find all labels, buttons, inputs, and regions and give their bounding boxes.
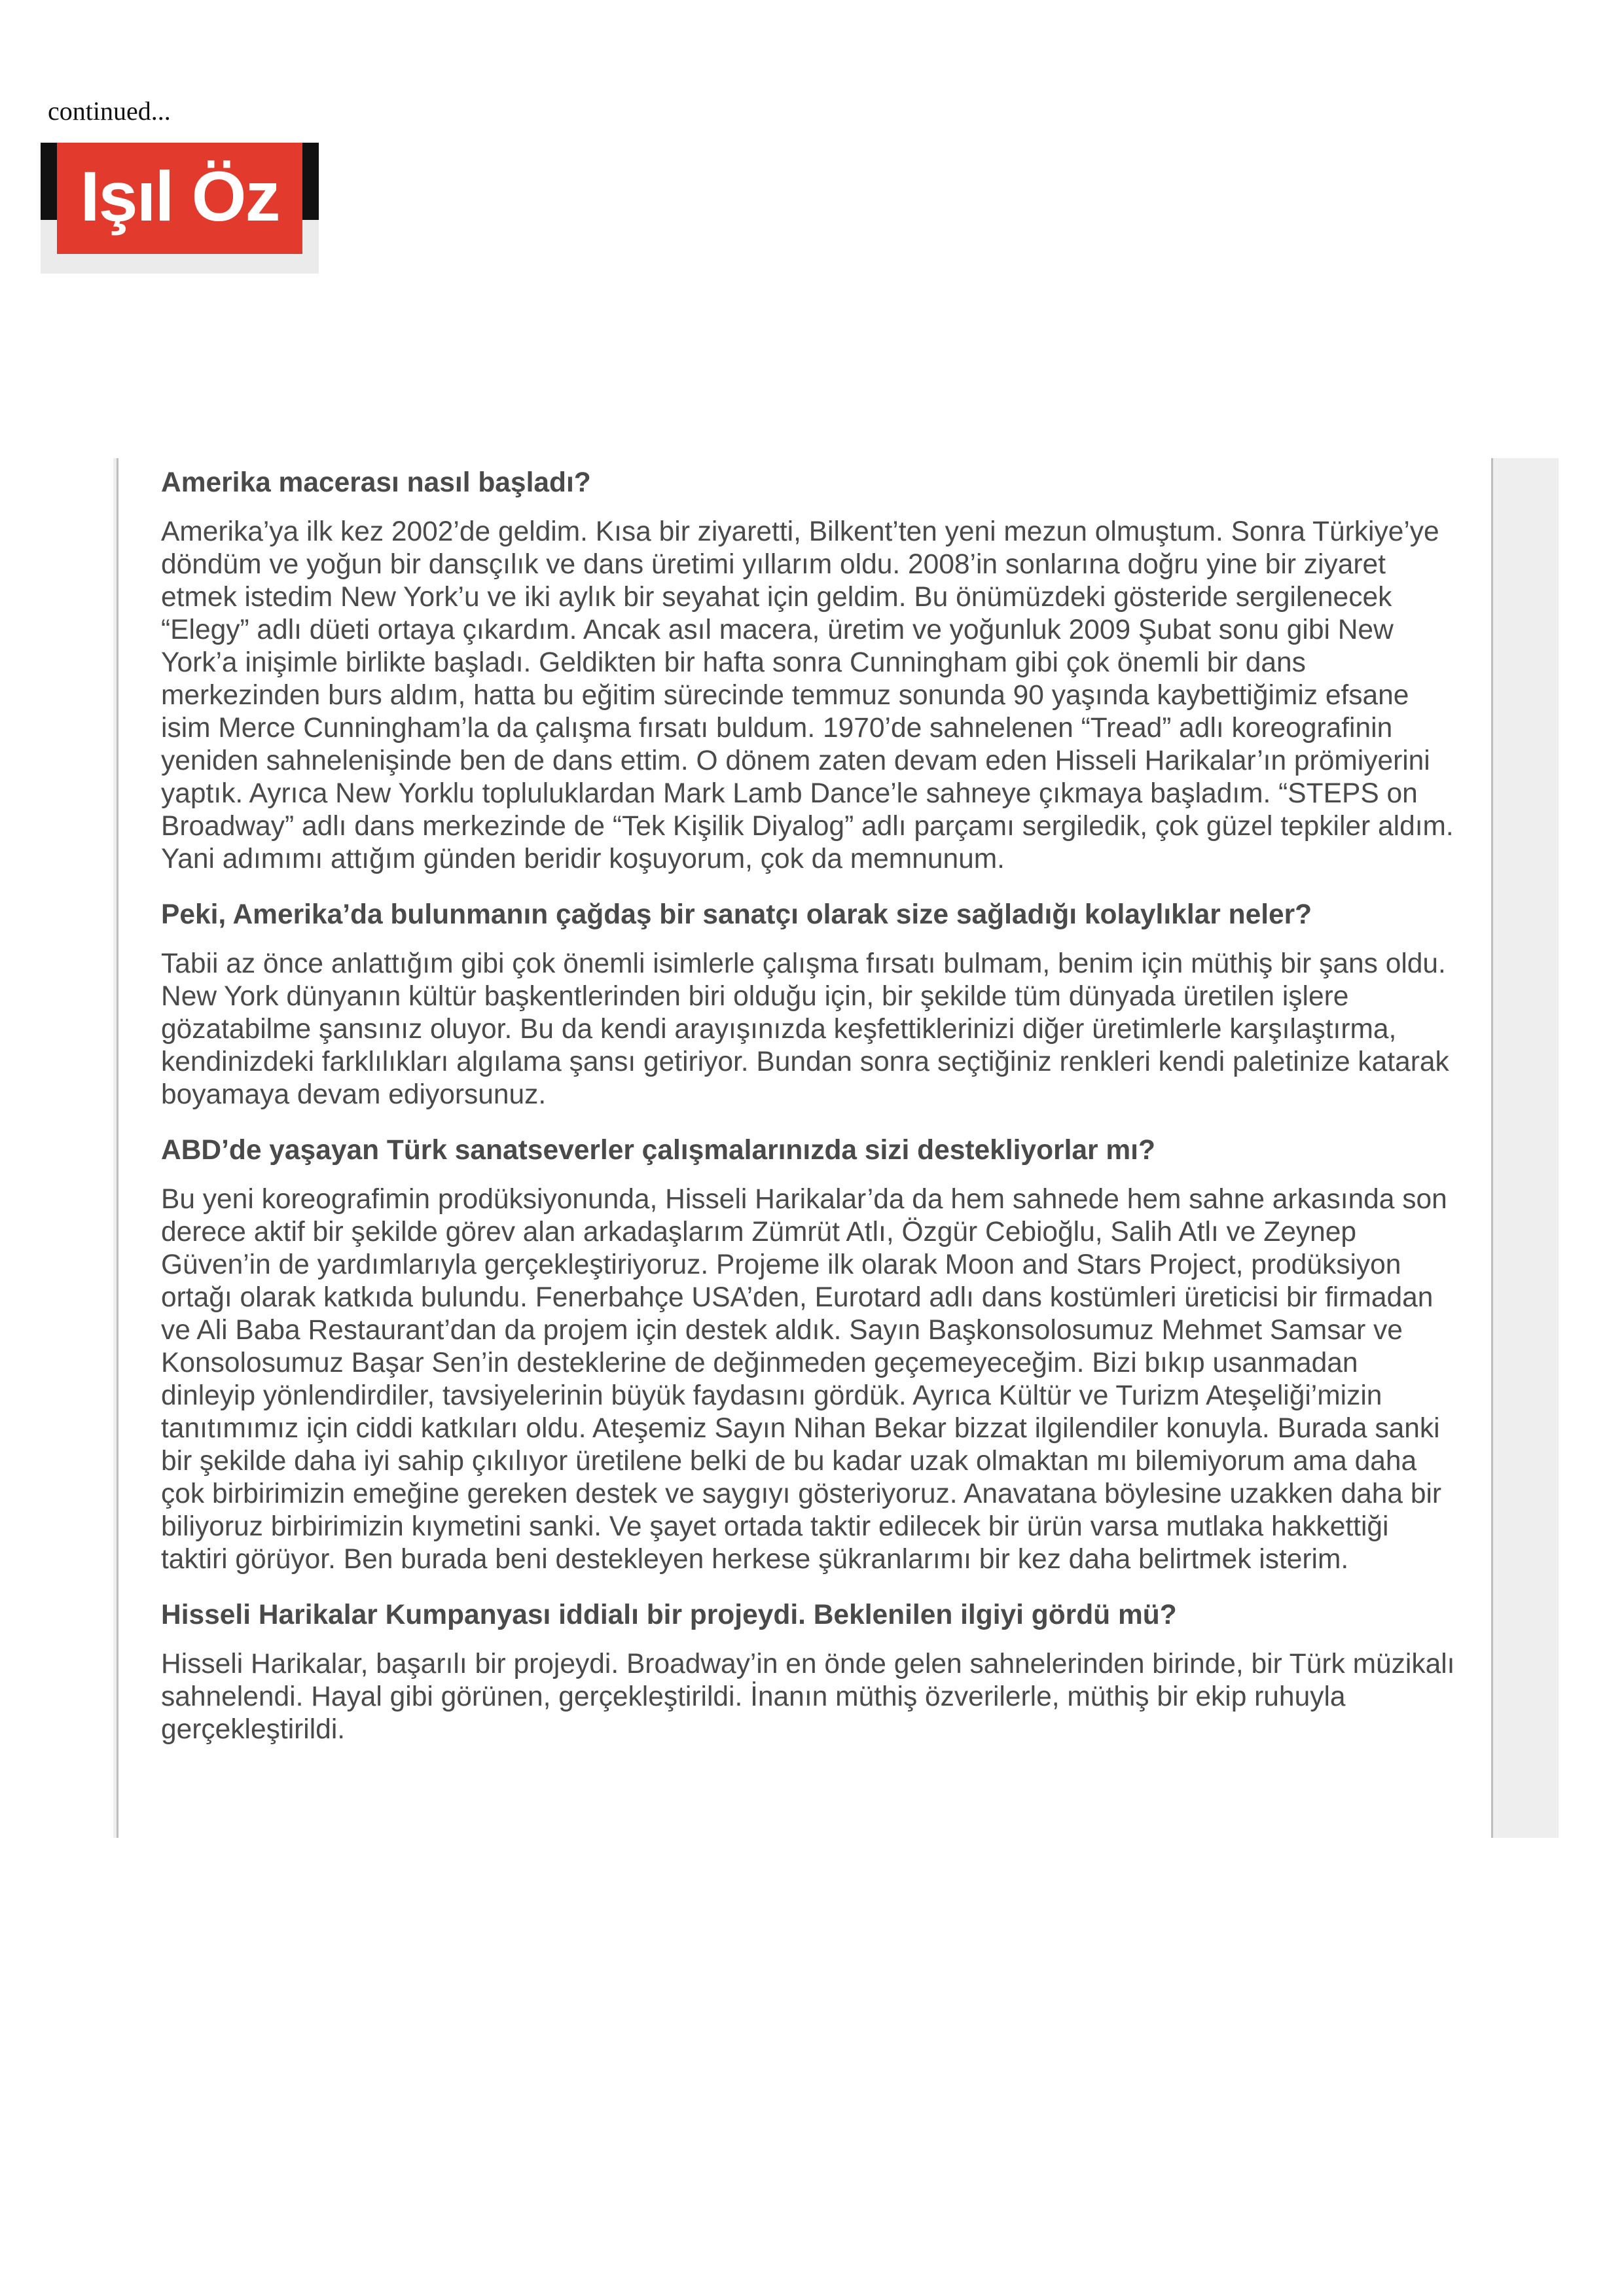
question-heading: ABD’de yaşayan Türk sanatseverler çalışmalarınızda sizi destekliyorlar mı? — [161, 1135, 1155, 1166]
logo-red-block — [57, 143, 302, 254]
question-heading: Peki, Amerika’da bulunmanın çağdaş bir sanatçı olarak size sağladığı kolaylıklar neler? — [161, 899, 1312, 930]
question-heading: Amerika macerası nasıl başladı? — [161, 467, 591, 498]
article-content — [161, 463, 1457, 1766]
question-heading: Hisseli Harikalar Kumpanyası iddialı bir projeydi. Beklenilen ilgiyi gördü mü? — [161, 1600, 1177, 1630]
answer-paragraph: Tabii az önce anlattığım gibi çok önemli isimlerle çalışma fırsatı bulmam, benim için müthiş bir şans oldu. New York dünyanın kültür başkentlerinden biri olduğu için, bir şekilde tüm dünyada üretilen işlere gözatabilme şansınız oluyor. Bu da kendi arayışınızda keşfettiklerinizi diğer üretimlerle karşılaştırma, kendinizdeki farklılıkları algılama şansı getiriyor. Bundan sonra seçtiğiniz renkleri kendi paletinize katarak boyamaya devam ediyorsunuz. — [161, 948, 1449, 1110]
answer-paragraph: Bu yeni koreografimin prodüksiyonunda, Hisseli Harikalar’da da hem sahnede hem sahne arkasında son derece aktif bir şekilde görev alan arkadaşlarım Zümrüt Atlı, Özgür Cebioğlu, Salih Atlı ve Zeynep Güven’in de yardımlarıyla gerçekleştiriyoruz. Projeme ilk olarak Moon and Stars Project, prodüksiyon ortağı olarak katkıda bulundu. Fenerbahçe USA’den, Eurotard adlı dans kostümleri üreticisi bir firmadan ve Ali Baba Restaurant’dan da projem için destek aldık. Sayın Başkonsolosumuz Mehmet Samsar ve Konsolosumuz Başar Sen’in desteklerine de değinmeden geçemeyeceğim. Bizi bıkıp usanmadan dinleyip yönlendirdiler, tavsiyelerinin büyük faydasını gördük. Ayrıca Kültür ve Turizm Ateşeliği’mizin tanıtımımız için ciddi katkıları oldu. Ateşemiz Sayın Nihan Bekar bizzat ilgilendiler konuyla. Burada sanki bir şekilde daha iyi sahip çıkılıyor üretilene belki de bu kadar uzak olmaktan mı bilemiyorum ama daha çok birbirimizin emeğine gereken destek ve saygıyı gösteriyoruz. Anavatana böylesine uzakken daha bir biliyoruz birbirimizin kıymetini sanki. Ve şayet ortada taktir edilecek bir ürün varsa mutlaka hakkettiği taktiri görüyor. Ben burada beni destekleyen herkese şükranlarımı bir kez daha belirtmek isterim. — [161, 1184, 1447, 1575]
interview-article — [117, 458, 1493, 1838]
answer-paragraph: Amerika’ya ilk kez 2002’de geldim. Kısa bir ziyaretti, Bilkent’ten yeni mezun olmuştum. Sonra Türkiye’ye döndüm ve yoğun bir dansçılık ve dans üretimi yıllarım oldu. 2008’in sonlarına doğru yine bir ziyaret etmek istedim New York’u ve iki aylık bir seyahat için geldim. Bu önümüzdeki gösteride sergilenecek “Elegy” adlı düeti ortaya çıkardım. Ancak asıl macera, üretim ve yoğunluk 2009 Şubat sonu gibi New York’a inişimle birlikte başladı. Geldikten bir hafta sonra Cunningham gibi çok önemli bir dans merkezinden burs aldım, hatta bu eğitim sürecinde temmuz sonunda 90 yaşında kaybettiğimiz efsane isim Merce Cunningham’la da çalışma fırsatı buldum. 1970’de sahnelenen “Tread” adlı koreografinin yeniden sahnelenişinde ben de dans ettim. O dönem zaten devam eden Hisseli Harikalar’ın prömiyerini yaptık. Ayrıca New Yorklu topluluklardan Mark Lamb Dance’le sahneye çıkmaya başladım. “STEPS on Broadway” adlı dans merkezinde de “Tek Kişilik Diyalog” adlı parçamı sergiledik, çok güzel tepkiler aldım. Yani adımımı attığım günden beridir koşuyorum, çok da memnunum. — [161, 516, 1454, 874]
answer-paragraph: Hisseli Harikalar, başarılı bir projeydi. Broadway’in en önde gelen sahnelerinden birinde, bir Türk müzikalı sahnelendi. Hayal gibi görünen, gerçekleştirildi. İnanın müthiş özverilerle, müthiş bir ekip ruhuyla gerçekleştirildi. — [161, 1649, 1455, 1745]
continued-label: continued... — [48, 96, 171, 126]
logo-text: Işıl Öz — [80, 156, 280, 236]
author-logo — [41, 143, 319, 274]
article-right-gutter — [1493, 458, 1559, 1838]
